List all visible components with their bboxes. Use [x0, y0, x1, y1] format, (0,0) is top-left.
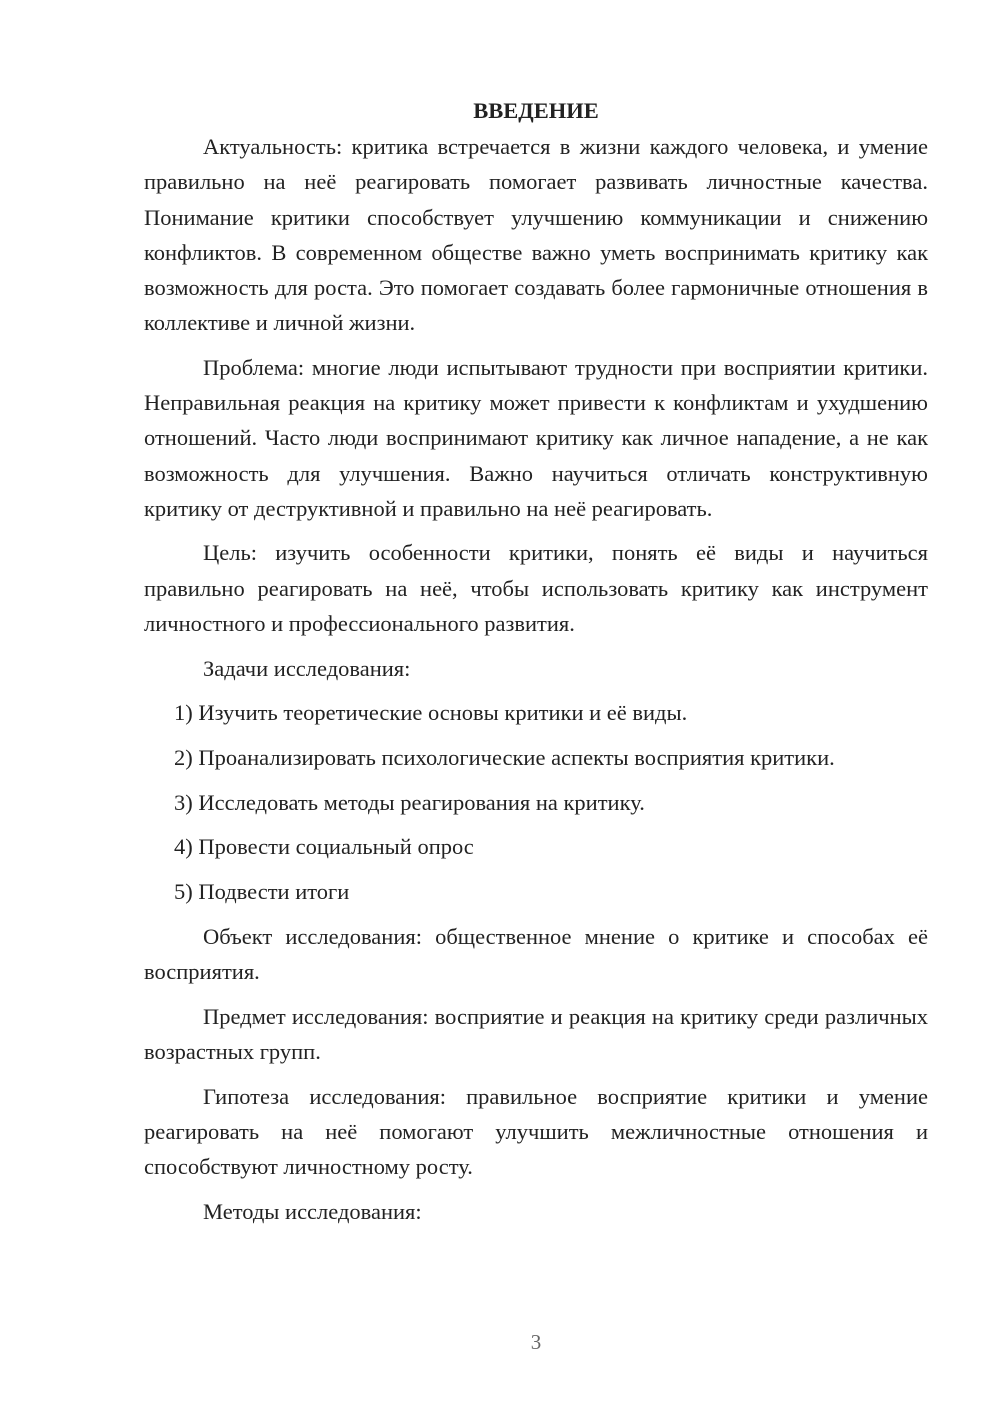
problem-paragraph: Проблема: многие люди испытывают трудности при восприятии критики. Неправильная реакция на критику может привести к конфликтам и ухудшению отношений. Часто люди воспринимают критику как личное нападение, а не как возможность для улучшения. Важно научиться отличать конструктивную критику от деструктивной и правильно на неё реагировать.: [144, 354, 928, 521]
tasks-list: [144, 695, 928, 909]
page-content: [144, 93, 928, 1238]
tasks-heading: Задачи исследования:: [203, 655, 411, 681]
goal-paragraph: Цель: изучить особенности критики, понять её виды и научиться правильно реагировать на неё, чтобы использовать критику как инструмент личностного и профессионального развития.: [144, 540, 928, 636]
hypothesis-paragraph: Гипотеза исследования: правильное восприятие критики и умение реагировать на неё помогают улучшить межличностные отношения и способствуют личностному росту.: [144, 1083, 928, 1179]
task-item: 5) Подвести итоги: [174, 879, 350, 905]
methods-heading: Методы исследования:: [203, 1198, 422, 1224]
task-item: 4) Провести социальный опрос: [174, 834, 474, 860]
object-paragraph: Объект исследования: общественное мнение о критике и способах её восприятия.: [144, 923, 928, 984]
relevance-paragraph: Актуальность: критика встречается в жизни каждого человека, и умение правильно на неё реагировать помогает развивать личностные качества. Понимание критики способствует улучшению коммуникации и снижению конфликтов. В современном обществе важно уметь воспринимать критику как возможность для роста. Это помогает создавать более гармоничные отношения в коллективе и личной жизни.: [144, 134, 928, 336]
section-title: ВВЕДЕНИЕ: [473, 98, 599, 123]
page-number: 3: [530, 1330, 542, 1354]
subject-paragraph: Предмет исследования: восприятие и реакция на критику среди различных возрастных групп.: [144, 1003, 928, 1064]
task-item: 3) Исследовать методы реагирования на критику.: [174, 789, 645, 815]
task-item: 1) Изучить теоретические основы критики и её виды.: [174, 700, 688, 726]
task-item: 2) Проанализировать психологические аспекты восприятия критики.: [174, 744, 835, 770]
